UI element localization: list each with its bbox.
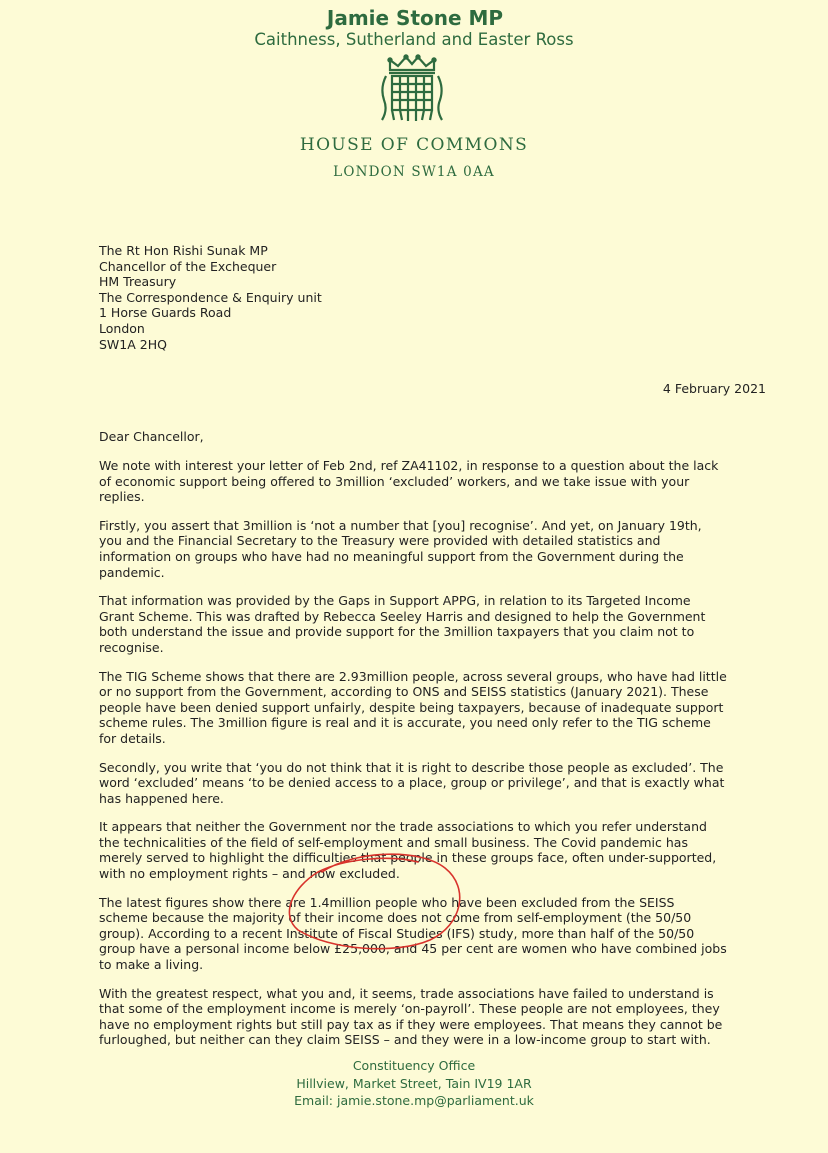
letterhead (0, 6, 828, 50)
body-paragraph: The latest figures show there are 1.4million people who have been excluded from the SEISS scheme because the majority of their income does not come from self-employment (the 50/50 group). According to a recent Institute of Fiscal Studies (IFS) study, more than half of the 50/50 group have a personal income below £25,000, and 45 per cent are women who have combined jobs to make a living. (99, 894, 727, 973)
recipient-line: The Correspondence & Enquiry unit (99, 289, 322, 305)
house-of-commons: HOUSE OF COMMONS (299, 135, 529, 155)
mp-name: Jamie Stone MP (326, 6, 504, 30)
constituency-office-footer (0, 1057, 828, 1110)
portcullis-icon (376, 54, 448, 126)
body-paragraph: Firstly, you assert that 3million is ‘not a number that [you] recognise’. And yet, on January 19th, you and the Financial Secretary to the Treasury were provided with detailed statistics and information on groups who have had no meaningful support from the Government during the pandemic. (99, 517, 702, 580)
letter-body (99, 458, 727, 1061)
constituency: Caithness, Sutherland and Easter Ross (254, 30, 574, 49)
footer-office: Constituency Office (352, 1058, 476, 1073)
body-paragraph: Secondly, you write that ‘you do not think that it is right to describe those people as excluded’. The word ‘excluded’ means ‘to be denied access to a place, group or privilege’, and that is exactly what has happened here. (99, 759, 725, 806)
recipient-line: HM Treasury (99, 274, 177, 290)
recipient-line: The Rt Hon Rishi Sunak MP (99, 243, 268, 258)
footer-address: Hillview, Market Street, Tain IV19 1AR (296, 1075, 532, 1091)
body-paragraph: With the greatest respect, what you and, it seems, trade associations have failed to understand is that some of the employment income is merely ‘on-payroll’. These people are not employees, they have no employment rights but still pay tax as if they were employees. That means they cannot be furloughed, but neither can they claim SEISS – and they were in a low-income group to start with. (99, 985, 723, 1048)
recipient-line: 1 Horse Guards Road (99, 305, 232, 321)
footer-email: Email: jamie.stone.mp@parliament.uk (294, 1093, 534, 1109)
house-address: LONDON SW1A 0AA (333, 164, 495, 180)
recipient-address (99, 243, 322, 352)
letter-date: 4 February 2021 (662, 381, 766, 396)
body-paragraph: It appears that neither the Government nor the trade associations to which you refer understand the technicalities of the field of self-employment and small business. The Covid pandemic has merely served to highlight the difficulties that people in these groups face, often under-supported, with no employment rights – and now excluded. (99, 819, 717, 882)
salutation: Dear Chancellor, (99, 429, 204, 444)
recipient-line: SW1A 2HQ (99, 336, 167, 352)
recipient-line: Chancellor of the Exchequer (99, 258, 277, 274)
body-paragraph: We note with interest your letter of Feb 2nd, ref ZA41102, in response to a question about the lack of economic support being offered to 3million ‘excluded’ workers, and we take issue with your replies. (99, 458, 719, 505)
body-paragraph: That information was provided by the Gaps in Support APPG, in relation to its Targeted Income Grant Scheme. This was drafted by Rebecca Seeley Harris and designed to help the Government both understand the issue and provide support for the 3million taxpayers that you claim not to recognise. (99, 593, 706, 655)
body-paragraph: The TIG Scheme shows that there are 2.93million people, across several groups, who have had little or no support from the Government, according to ONS and SEISS statistics (January 2021). These people have been denied support unfairly, despite being taxpayers, because of inadequate support scheme rules. The 3million figure is real and it is accurate, you need only refer to the TIG scheme for details. (99, 668, 727, 746)
recipient-line: London (99, 320, 145, 336)
